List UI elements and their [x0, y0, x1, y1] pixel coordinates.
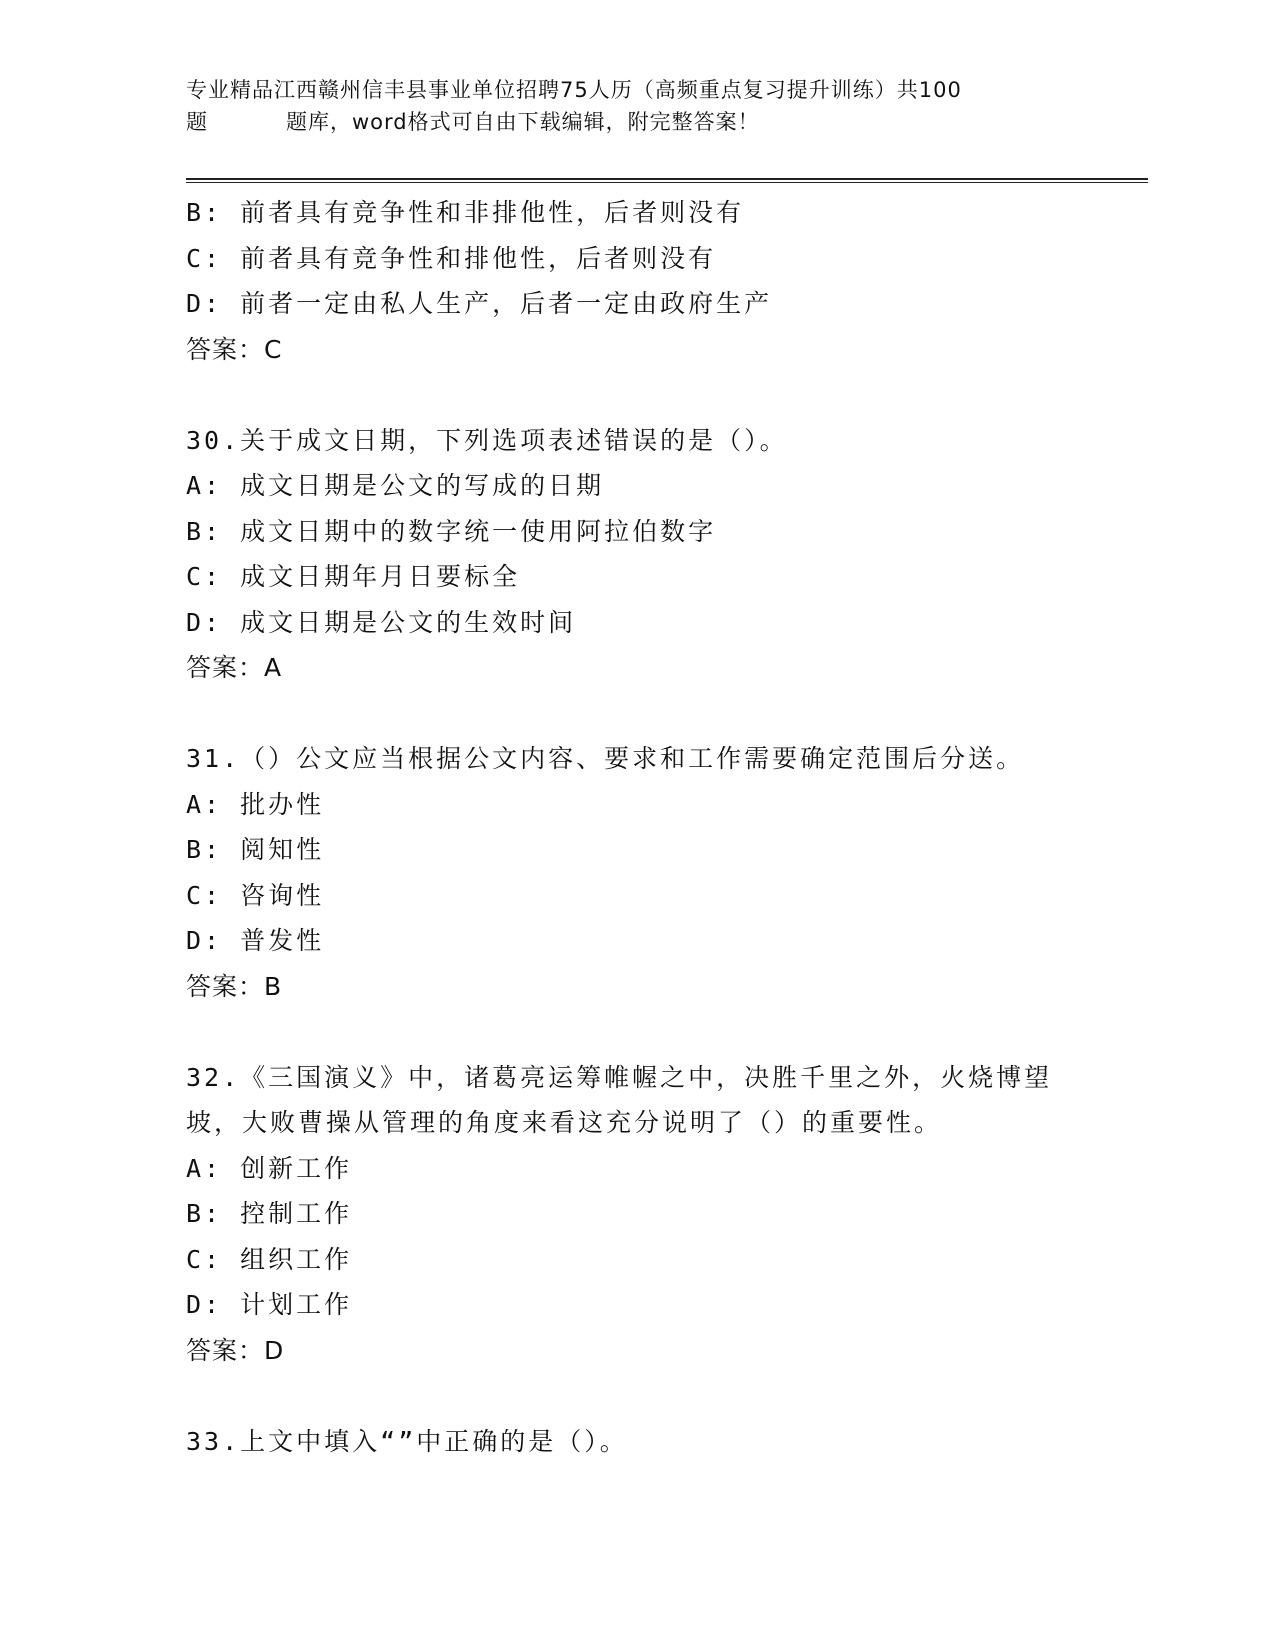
option-c: C: 咨询性: [186, 880, 325, 910]
option-d: D: 成文日期是公文的生效时间: [186, 607, 577, 637]
option-a: A: 批办性: [186, 789, 325, 819]
question-stem: 33.上文中填入“”中正确的是（）。: [186, 1426, 628, 1456]
option-d: D: 前者一定由私人生产，后者一定由政府生产: [186, 289, 773, 318]
header-title-line1: 专业精品江西赣州信丰县事业单位招聘75人历（高频重点复习提升训练）共100: [186, 78, 962, 102]
option-b: B: 前者具有竞争性和非排他性，后者则没有: [186, 198, 745, 227]
question-stem: 31.（）公文应当根据公文内容、要求和工作需要确定范围后分送。: [186, 744, 1025, 773]
question-30: [186, 418, 1086, 691]
option-c: C: 前者具有竞争性和排他性，后者则没有: [186, 243, 717, 273]
option-b: B: 成文日期中的数字统一使用阿拉伯数字: [186, 516, 717, 546]
question-stem-line1: 32.《三国演义》中，诸葛亮运筹帷幄之中，决胜千里之外，火烧博望: [186, 1062, 1053, 1092]
header-title-line2-rest: 题库，word格式可自由下载编辑，附完整答案！: [286, 110, 760, 134]
question-31: [186, 736, 1086, 1009]
option-c: C: 成文日期年月日要标全: [186, 562, 521, 591]
option-d: D: 计划工作: [186, 1290, 353, 1319]
answer-text: 答案：C: [186, 334, 283, 364]
question-list: [186, 190, 1086, 1464]
header-divider-thick: [186, 178, 1148, 180]
question-stem-line2: 坡，大败曹操从管理的角度来看这充分说明了（）的重要性。: [186, 1108, 943, 1137]
answer-text: 答案：A: [186, 653, 283, 682]
question-29-tail: [186, 190, 1086, 372]
header-title-line2-lead: 题: [186, 110, 208, 134]
document-header: [186, 74, 1066, 138]
header-divider-thin: [186, 182, 1148, 183]
option-a: A: 创新工作: [186, 1153, 353, 1183]
option-d: D: 普发性: [186, 926, 325, 955]
option-c: C: 组织工作: [186, 1244, 353, 1274]
question-32: [186, 1055, 1086, 1374]
option-b: B: 阅知性: [186, 835, 325, 864]
option-b: B: 控制工作: [186, 1199, 353, 1228]
option-a: A: 成文日期是公文的写成的日期: [186, 471, 605, 500]
question-33: [186, 1419, 1086, 1465]
answer-text: 答案：B: [186, 971, 283, 1001]
answer-text: 答案：D: [186, 1335, 285, 1365]
question-stem: 30.关于成文日期，下列选项表述错误的是（）。: [186, 425, 788, 455]
header-title-line2: [186, 106, 1066, 138]
